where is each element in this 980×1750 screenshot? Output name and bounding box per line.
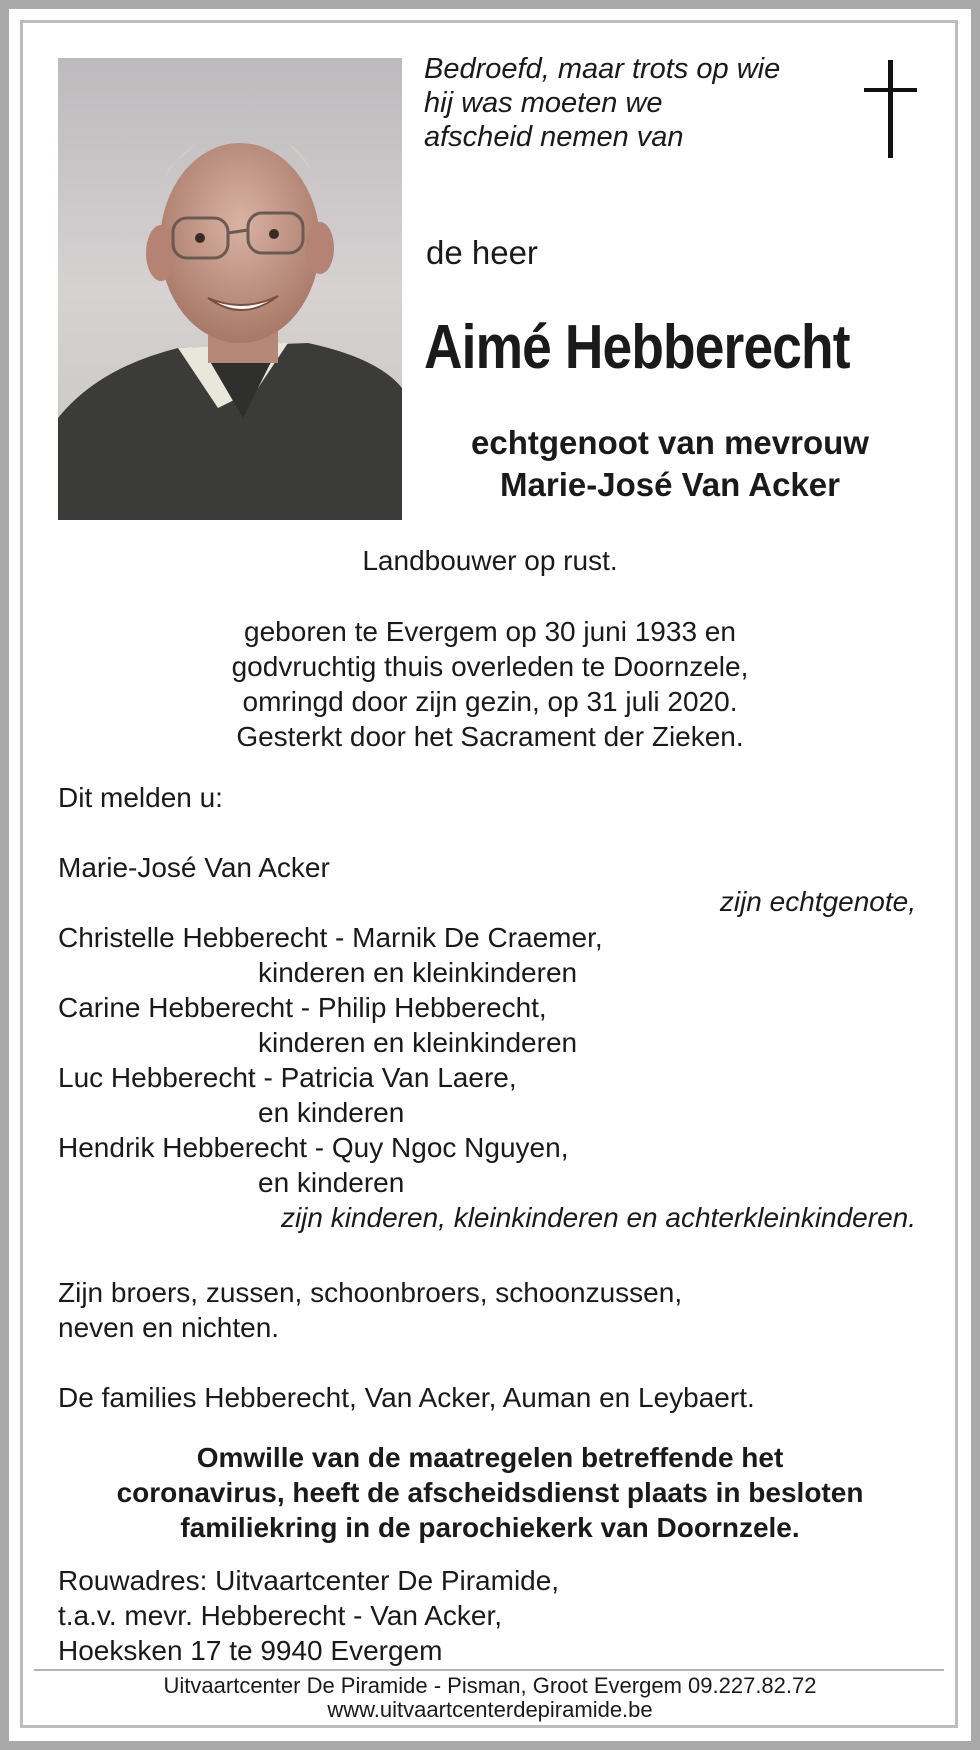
child-names: Hendrik Hebberecht - Quy Ngoc Nguyen,: [58, 1132, 569, 1163]
intro-line: afscheid nemen van: [424, 121, 684, 153]
birth-line: Gesterkt door het Sacrament der Zieken.: [236, 721, 744, 752]
child-sub: en kinderen: [258, 1167, 405, 1198]
address-line: Hoeksken 17 te 9940 Evergem: [58, 1635, 443, 1666]
spouse-heading: [420, 422, 920, 506]
spouse-name: Marie-José Van Acker: [58, 852, 330, 883]
intro-text: [424, 52, 844, 154]
birth-details: [0, 614, 980, 754]
child-names: Carine Hebberecht - Philip Hebberecht,: [58, 992, 547, 1023]
children-role: zijn kinderen, kleinkinderen en achterkleinkinderen.: [280, 1202, 916, 1233]
portrait-photo: [58, 58, 402, 520]
title-prefix: de heer: [426, 234, 538, 271]
corona-line: Omwille van de maatregelen betreffende het: [196, 1442, 784, 1473]
corona-line: familiekring in de parochiekerk van Doornzele.: [180, 1512, 800, 1543]
child-names: Christelle Hebberecht - Marnik De Craemer,: [58, 922, 603, 953]
birth-line: godvruchtig thuis overleden te Doornzele,: [231, 651, 749, 682]
child-sub: kinderen en kleinkinderen: [258, 957, 578, 988]
child-names: Luc Hebberecht - Patricia Van Laere,: [58, 1062, 517, 1093]
footer-website[interactable]: www.uitvaartcenterdepiramide.be: [327, 1697, 653, 1722]
corona-line: coronavirus, heeft de afscheidsdienst plaats in besloten: [116, 1477, 864, 1508]
footer-divider: [34, 1669, 944, 1671]
intro-line: hij was moeten we: [424, 87, 663, 119]
siblings-line: neven en nichten.: [58, 1312, 280, 1343]
footer-contact: Uitvaartcenter De Piramide - Pisman, Groot Evergem 09.227.82.72: [163, 1673, 817, 1698]
corona-notice: [40, 1440, 940, 1545]
birth-line: omringd door zijn gezin, op 31 juli 2020.: [242, 686, 738, 717]
spouse-role: zijn echtgenote,: [719, 886, 916, 917]
address-line: Rouwadres: Uitvaartcenter De Piramide,: [58, 1565, 560, 1596]
spouse-line: Marie-José Van Acker: [500, 466, 840, 503]
profession: Landbouwer op rust.: [362, 545, 618, 576]
families-line: De families Hebberecht, Van Acker, Auman en Leybaert.: [58, 1382, 755, 1413]
announce-text: Dit melden u:: [58, 782, 223, 813]
spouse-line: echtgenoot van mevrouw: [471, 424, 869, 461]
address-line: t.a.v. mevr. Hebberecht - Van Acker,: [58, 1600, 503, 1631]
intro-line: Bedroefd, maar trots op wie: [424, 53, 781, 85]
portrait-illustration: [58, 58, 402, 520]
child-sub: en kinderen: [258, 1097, 405, 1128]
deceased-name: Aimé Hebberecht: [424, 313, 850, 382]
birth-line: geboren te Evergem op 30 juni 1933 en: [244, 616, 736, 647]
cross-icon: [862, 60, 922, 160]
siblings-line: Zijn broers, zussen, schoonbroers, schoonzussen,: [58, 1277, 683, 1308]
child-sub: kinderen en kleinkinderen: [258, 1027, 578, 1058]
